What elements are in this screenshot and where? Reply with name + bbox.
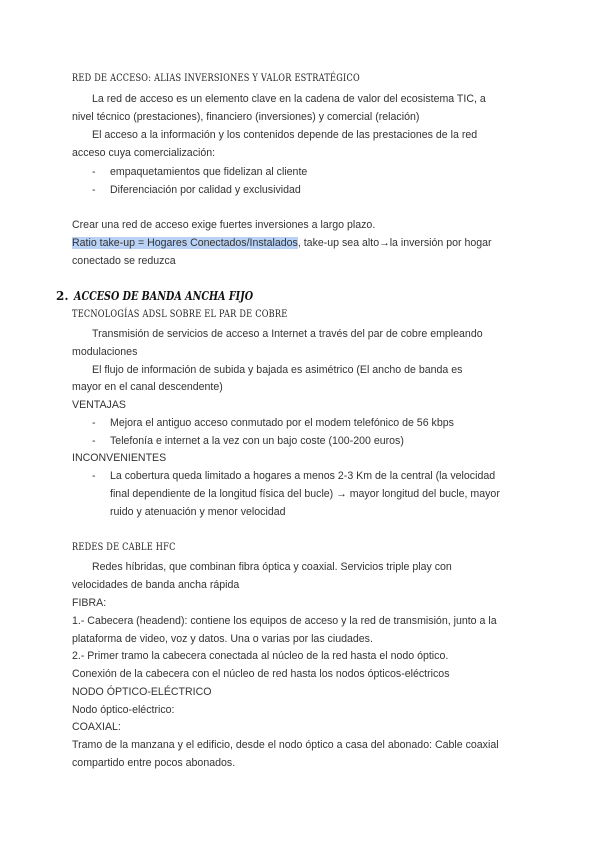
paragraph-line: 2.- Primer tramo la cabecera conectada al núcleo de la red hasta el nodo óptico. — [72, 650, 449, 662]
bullet-item: Diferenciación por calidad y exclusividad — [110, 184, 301, 196]
bullet-dash: - — [92, 435, 96, 447]
section-heading-red-acceso: RED DE ACCESO: ALIAS INVERSIONES Y VALOR ESTRATÉGICO — [72, 72, 360, 84]
bullet-dash: - — [92, 184, 96, 196]
paragraph-line: acceso cuya comercialización: — [72, 147, 216, 159]
label-coaxial: COAXIAL: — [72, 721, 121, 733]
bullet-dash: - — [92, 166, 96, 178]
paragraph-line: Nodo óptico-eléctrico: — [72, 704, 175, 716]
highlighted-text[interactable]: Ratio take-up = Hogares Conectados/Instalados — [72, 237, 298, 249]
paragraph-line: El flujo de información de subida y bajada es asimétrico (El ancho de banda es — [92, 364, 463, 376]
subsection-heading-cable-hfc: REDES DE CABLE HFC — [72, 541, 176, 553]
bullet-item-continued: ruido y atenuación y menor velocidad — [110, 506, 286, 518]
paragraph-line: Crear una red de acceso exige fuertes inversiones a largo plazo. — [72, 219, 376, 231]
paragraph-line: compartido entre pocos abonados. — [72, 757, 236, 769]
bullet-item: Mejora el antiguo acceso conmutado por el modem telefónico de 56 kbps — [110, 417, 454, 429]
label-nodo: NODO ÓPTICO-ELÉCTRICO — [72, 686, 212, 698]
paragraph-line: velocidades de banda ancha rápida — [72, 579, 240, 591]
label-fibra: FIBRA: — [72, 597, 107, 609]
paragraph-text: , take-up sea alto→la inversión por hogar — [297, 237, 492, 249]
paragraph-line: mayor en el canal descendente) — [72, 381, 223, 393]
paragraph-line: modulaciones — [72, 346, 138, 358]
paragraph-line: La red de acceso es un elemento clave en la cadena de valor del ecosistema TIC, a — [92, 93, 486, 105]
bullet-item-continued: final dependiente de la longitud física del bucle) → mayor longitud del bucle, mayor — [110, 488, 500, 500]
paragraph-line: 1.- Cabecera (headend): contiene los equipos de acceso y la red de transmisión, junto a la — [72, 615, 497, 627]
label-inconvenientes: INCONVENIENTES — [72, 452, 167, 464]
bullet-dash: - — [92, 470, 96, 482]
paragraph-line: plataforma de video, voz y datos. Una o varias por las ciudades. — [72, 633, 373, 645]
bullet-item: La cobertura queda limitado a hogares a menos 2-3 Km de la central (la velocidad — [110, 470, 496, 482]
paragraph-line: Conexión de la cabecera con el núcleo de red hasta los nodos ópticos-eléctricos — [72, 668, 450, 680]
section-number: 2. — [56, 289, 69, 303]
paragraph-line: El acceso a la información y los contenidos depende de las prestaciones de la red — [92, 129, 478, 141]
paragraph-line: Tramo de la manzana y el edificio, desde el nodo óptico a casa del abonado: Cable coaxial — [72, 739, 499, 751]
paragraph-line: Redes híbridas, que combinan fibra óptica y coaxial. Servicios triple play con — [92, 561, 452, 573]
section-heading-banda-ancha: ACCESO DE BANDA ANCHA FIJO — [74, 289, 254, 303]
paragraph-line: nivel técnico (prestaciones), financiero (inversiones) y comercial (relación) — [72, 111, 420, 123]
paragraph-line: Transmisión de servicios de acceso a Internet a través del par de cobre empleando — [92, 328, 483, 340]
bullet-item: Telefonía e internet a la vez con un bajo coste (100-200 euros) — [110, 435, 404, 447]
bullet-dash: - — [92, 417, 96, 429]
subsection-heading-adsl: TECNOLOGÍAS ADSL SOBRE EL PAR DE COBRE — [72, 308, 288, 320]
paragraph-line-highlight — [72, 237, 492, 250]
bullet-item: empaquetamientos que fidelizan al cliente — [110, 166, 308, 178]
label-ventajas: VENTAJAS — [72, 399, 126, 411]
paragraph-line: conectado se reduzca — [72, 255, 176, 267]
